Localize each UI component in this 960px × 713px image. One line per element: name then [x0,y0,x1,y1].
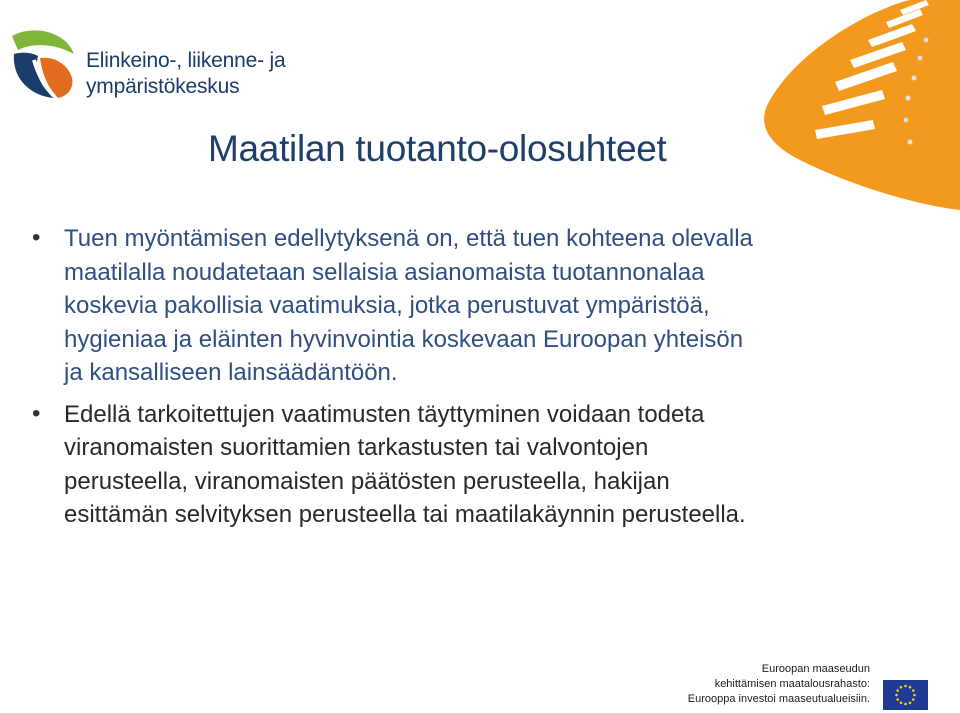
footer-line-3: Eurooppa investoi maaseutualueisiin. [687,693,870,705]
bullet-list [32,222,762,540]
ely-logo [4,26,304,106]
bullet-item-1 [32,222,762,390]
eu-funding-footer [688,662,870,707]
bullet-dot-icon: • [32,399,41,427]
logo-text [86,48,285,100]
bullet-text-2: Edellä tarkoitettujen vaatimusten täyttyminen voidaan todeta viranomaisten suorittamien tarkastusten tai valvontojen perusteella, viranomaisten päätösten perusteella, hakijan esittämän selvityksen perusteella tai maatilakäynnin perusteella. [64,400,746,528]
logo-line-1: Elinkeino-, liikenne- ja [86,49,286,72]
eu-flag-icon [883,680,928,710]
ely-logo-icon [4,26,80,106]
bullet-item-2 [32,398,762,532]
swoosh-decoration-icon [700,0,960,240]
footer-line-2: kehittämisen maatalousrahasto: [714,678,870,690]
slide-title: Maatilan tuotanto-olosuhteet [208,128,667,169]
footer-line-1: Euroopan maaseudun [761,663,870,675]
bullet-text-1: Tuen myöntämisen edellytyksenä on, että tuen kohteena olevalla maatilalla noudatetaan sellaisia asianomaista tuotannonalaa koskevia pakollisia vaatimuksia, jotka perustuvat ympäristöä, hygieniaa ja eläinten hyvinvointia koskevaan Euroopan yhteisön ja kansalliseen lainsäädäntöön. [64,225,753,386]
bullet-dot-icon: • [32,224,41,251]
logo-line-2: ympäristökeskus [86,75,240,98]
